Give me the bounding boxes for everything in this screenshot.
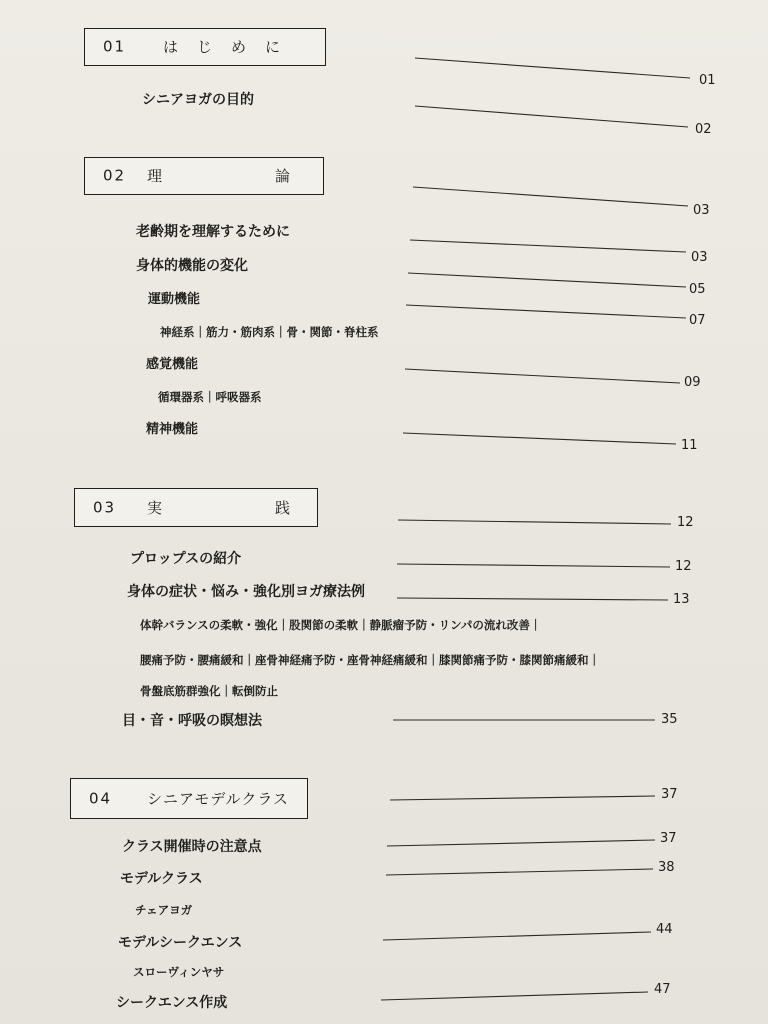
leader-line bbox=[390, 796, 655, 800]
entry-page: 03 bbox=[691, 250, 708, 265]
leader-line bbox=[413, 187, 688, 206]
section-04-number: 04 bbox=[89, 789, 113, 808]
section-04-title: シニアモデルクラス bbox=[147, 789, 289, 808]
leader-line bbox=[415, 106, 688, 127]
entry-page: 02 bbox=[695, 122, 712, 137]
leader-line bbox=[406, 305, 686, 318]
entry-page: 13 bbox=[673, 592, 690, 607]
entry-page: 11 bbox=[681, 438, 698, 453]
entry-page: 37 bbox=[660, 831, 677, 846]
section-04-page: 37 bbox=[661, 787, 678, 802]
section-01-number: 01 bbox=[103, 37, 127, 56]
leader-line bbox=[397, 598, 668, 600]
entry-page: 05 bbox=[689, 282, 706, 297]
leader-line bbox=[386, 869, 653, 875]
entry-label: 身体的機能の変化 bbox=[136, 258, 248, 274]
leader-line bbox=[403, 433, 676, 444]
section-03-number: 03 bbox=[93, 498, 117, 517]
entry-label: 身体の症状・悩み・強化別ヨガ療法例 bbox=[127, 584, 365, 600]
entry-label: スローヴィンヤサ bbox=[133, 965, 225, 979]
leader-line bbox=[410, 240, 686, 252]
section-02-heading bbox=[84, 157, 324, 195]
entry-label: 精神機能 bbox=[146, 422, 199, 437]
section-01-heading bbox=[84, 28, 326, 66]
section-03-title-left: 実 bbox=[147, 498, 165, 517]
entry-label: 体幹バランスの柔軟・強化｜股関節の柔軟｜静脈瘤予防・リンパの流れ改善｜ bbox=[140, 618, 542, 632]
leader-line bbox=[408, 273, 686, 287]
section-03-heading bbox=[74, 488, 318, 527]
entry-label: モデルクラス bbox=[120, 871, 203, 887]
section-01-page: 01 bbox=[699, 73, 716, 88]
entry-label: モデルシークエンス bbox=[118, 935, 243, 951]
entry-page: 07 bbox=[689, 313, 706, 328]
leader-line bbox=[381, 992, 648, 1000]
entry-label: 感覚機能 bbox=[146, 357, 199, 372]
entry-label: クラス開催時の注意点 bbox=[122, 839, 262, 855]
entry-label: 老齢期を理解するために bbox=[136, 224, 290, 240]
entry-page: 12 bbox=[675, 559, 692, 574]
entry-label: 骨盤底筋群強化｜転倒防止 bbox=[140, 684, 278, 698]
leader-line bbox=[387, 840, 655, 846]
section-02-title-left: 理 bbox=[147, 167, 165, 186]
leader-line bbox=[383, 932, 651, 940]
entry-label: プロップスの紹介 bbox=[130, 551, 242, 567]
entry-label: シニアヨガの目的 bbox=[142, 92, 254, 108]
entry-label: 運動機能 bbox=[148, 292, 201, 307]
entry-page: 44 bbox=[656, 922, 673, 937]
leader-line bbox=[398, 520, 671, 524]
entry-page: 47 bbox=[654, 982, 671, 997]
entry-page: 35 bbox=[661, 712, 678, 727]
entry-label: 神経系｜筋力・筋肉系｜骨・関節・脊柱系 bbox=[160, 325, 379, 339]
section-02-page: 03 bbox=[693, 203, 710, 218]
section-01-title: は じ め に bbox=[163, 38, 283, 57]
section-03-page: 12 bbox=[677, 515, 694, 530]
entry-label: 循環器系｜呼吸器系 bbox=[158, 390, 262, 404]
entry-page: 09 bbox=[684, 375, 701, 390]
section-04-heading bbox=[70, 778, 308, 819]
leader-line bbox=[405, 369, 680, 383]
entry-page: 38 bbox=[658, 860, 675, 875]
leader-line bbox=[415, 58, 690, 78]
section-02-number: 02 bbox=[103, 166, 127, 185]
entry-label: 目・音・呼吸の瞑想法 bbox=[122, 713, 262, 729]
section-03-title-right: 践 bbox=[275, 498, 293, 517]
entry-label: 腰痛予防・腰痛緩和｜座骨神経痛予防・座骨神経痛緩和｜膝関節痛予防・膝関節痛緩和｜ bbox=[140, 653, 600, 667]
leader-line bbox=[397, 564, 670, 567]
section-02-title-right: 論 bbox=[275, 167, 293, 186]
entry-label: シークエンス作成 bbox=[116, 995, 228, 1011]
entry-label: チェアヨガ bbox=[135, 903, 193, 917]
